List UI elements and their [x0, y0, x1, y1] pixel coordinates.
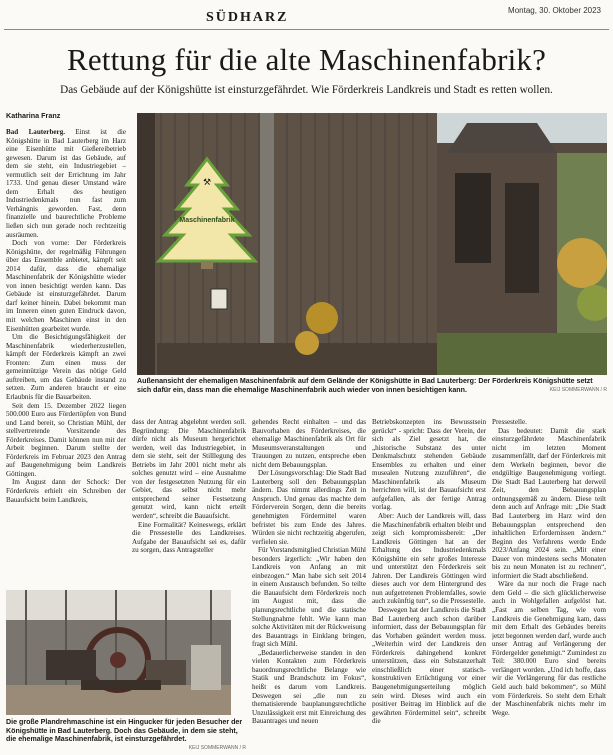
paragraph: Eine Formalität? Keineswegs, erklärt die Pressestelle des Landkreises. Aufgabe der Bauaufsicht sei es, dafür zu sorgen, dass Antragsteller	[132, 520, 246, 555]
paragraph: Im August dann der Schock: Der Förderkreis erhielt ein Schreiben der Bauaufsicht beim Landkreis,	[6, 478, 126, 504]
factory-sign-label: Maschinenfabrik	[179, 217, 235, 224]
paragraph: Wäre da nur noch die Frage nach dem Geld – die sich glücklicherweise auch in Wohlgefallen aufgelöst hat. „Fast am selben Tag, wie vom Landkreis die Genehmigung kam, dass mit dem Erhalt des Gebäudes bereits jetzt begonnen werden darf, wurde auch unser Antrag auf Verlängerung der Fördergelder genehmigt.“ Zumindest zu Teil: 380.000 Euro sind bereits verlängert worden. „Und ich hoffe, dass wir die Verlängerung für das restliche Geld auch bald bekommen“, so Mühl vom Förderkreis. So steht dem Erhalt der Maschinenfabrik nichts mehr im Wege.	[492, 580, 606, 717]
paragraph: Betriebskonzepten ins Bewusstsein gerückt“ - spricht: Dass der Verein, der sich als Ziel gesetzt hat, die „historische Substanz des unter Denkmalschutz stehenden Gebäude Ensembles zu erhalten und einer musealen Nutzung zuzuführen“, die Maschinenfabrik als Museum herrichten will, ist der Bauaufsicht erst aufgefallen, als der fertige Antrag vorlag.	[372, 418, 486, 512]
paragraph: Um die Besichtigungsfähigkeit der Maschinenfabrik wiederherzustellen, kämpft der Förderkreis kämpft an zwei Fronten: Zum einen muss der gemeinnützige Verein das nötige Geld auftreiben, um das Gebäude instand zu setzen. Zum anderen braucht er eine Erlaubnis für die Bauarbeiten.	[6, 333, 126, 401]
header-rule	[4, 29, 609, 30]
paragraph: Einst ist die Königshütte in Bad Lauterberg im Harz eine Eisenhütte mit Gießereibetrieb gewesen. Darum ist das Gebäude, auf dem sie steht, ein Industriegebiet – vermutlich seit der Errichtung im Jahr 1733. Und genau dieser Umstand wäre dem Erhalt des heutigen Industriedenkmals nun fast zum Verhängnis geworden. Fast, denn finanzielle und baurechtliche Probleme ließen sich nun gerade noch rechtzeitig ausräumen.	[6, 128, 126, 239]
caption-text: Die große Plandrehmaschine ist ein Hingucker für jeden Besucher der Königshütte in Bad Lauterberg. Doch das Gebäude, in dem sie steht, die ehemalige Maschinenfabrik, ist einsturzgefährdet.	[6, 718, 243, 744]
factory-exterior-photo	[137, 113, 607, 375]
paragraph: Aber: Auch der Landkreis will, dass die Maschinenfabrik erhalten bleibt und zeigt sich kompromissbereit: „Der Landkreis Göttingen hat an der Erhaltung des Industriedenkmals Königshütte ein sehr großes Interesse und unterstützt den Förderkreis seit Jahren. Der Landkreis Göttingen wird dieses auch vor dem Hintergrund des nun aufgetretenen Problemfalles, sowie auch zukünftig tun“, so die Pressestelle.	[372, 512, 486, 606]
article-column-4	[372, 418, 486, 750]
paragraph: Für Vorstandsmitglied Christian Mühl besonders ärgerlich: „Wir haben den Landkreis von Anfang an mit einbezogen.“ Man habe sich seit 2014 in einem Austausch befunden. So teilte die Bauaufsicht dem Förderkreis noch im August mit, dass die planungsrechtliche und die statische Stellungnahme fehlt. Wie kann man solche Aktivitäten mit der Rückweisung des Bauantrags in Einklang bringen, fragt sich Mühl.	[252, 546, 366, 649]
issue-date: Montag, 30. Oktober 2023	[508, 6, 601, 15]
paragraph: Pressestelle.	[492, 418, 527, 426]
dateline: Bad Lauterberg.	[6, 128, 66, 136]
paragraph: „Bedauerlicherweise standen in den vielen Kontakten zum Förderkreis bauordnungsrechtliche Belange wie Statik und Brandschutz im Fokus“, heißt es darum vom Landkreis. Deswegen sei „die nun zu thematisierende bauplanungsrechtliche Unzulässigkeit erst mit Einreichung des Bauantrages und neuen	[252, 648, 366, 726]
photo-caption-secondary	[6, 718, 246, 752]
subheadline: Das Gebäude auf der Königshütte ist einsturzgefährdet. Wie Förderkreis Landkreis und Stadt es retten wollen.	[60, 84, 553, 96]
machine-interior-photo	[6, 590, 231, 715]
paragraph: Seit dem 15. Dezember 2022 liegen 500.000 Euro aus Fördertöpfen von Bund und Land bereit, so Christian Mühl, der stellvertretende Vorsitzende des Förderkreises. Damit können nun mit der Arbeit beginnen. Darum stellte der Förderkreis im Februar 2023 den Antrag auf Baugenehmigung beim Landkreis Göttingen.	[6, 401, 126, 478]
paragraph: dass der Antrag abgelehnt werden soll. Begründung: Die Maschinenfabrik dürfe nicht als Museum hergerichtet werden, weil das Industriegebiet, in dem sie steht, seit der Stilllegung des Betriebs im Jahr 2001 nicht mehr als solches genutzt wird – eine Ausnahme von der festgesetzten Nutzung für ein Gebiet, das selbst nicht mehr entsprechend seiner Festsetzung genutzt wird, kann nicht erteilt werden“, schreibt die Bauaufsicht.	[132, 418, 246, 521]
photo-credit: KEIJ SOMMERWANN / R	[549, 386, 607, 393]
paragraph: Doch von vorne: Der Förderkreis Königshütte, der regelmäßig Führungen über das Ensemble anbietet, kämpft seit 2014 dafür, dass die ehemalige Maschinenfabrik der Königshütte wieder von innen besichtigt werden kann. Das Gebäude ist einsturzgefährdet. Darum darf keiner hinein. Dabei bekommt man im Inneren einen guten Eindruck davon, mit welchen Maschinen einst in den Eisenhütten gearbeitet wurde.	[6, 239, 126, 333]
caption-text: Außenansicht der ehemaligen Maschinenfabrik auf dem Gelände der Königshütte in Bad Lauterberg: Der Förderkreis Königshütte setzt sich dafür ein, dass man die ehemalige Maschinenfabrik auch wieder von innen besichtigen kann.	[137, 377, 593, 394]
photo-caption-main	[137, 377, 607, 394]
author-byline: Katharina Franz	[6, 111, 61, 120]
headline: Rettung für die alte Maschinenfabrik?	[66, 42, 547, 77]
paragraph: Das bedeutet: Damit die stark einsturzgefährdete Maschinenfabrik nicht im letzten Moment zusammenfällt, darf der Förderkreis mit dem Werkeln beginnen, bevor die endgültige Baugenehmigung vorliegt. Die Stadt Bad Lauterberg hat derweil Zeit, den Bebauungsplan ordnungsgemäß zu ändern. Diese teilt denn auch auf Anfrage mit: „Die Stadt Bad Lauterberg im Harz wird den Bebauungsplan entsprechend den inhaltlichen Erfordernissen ändern.“ Beginn des Verfahrens werde Ende 2023/Anfang 2024 sein. „Mit einer Dauer von mindestens sechs Monaten bis zu neun Monaten ist zu rechnen“, informiert die Stadt abschließend.	[492, 426, 606, 580]
article-column-1	[6, 128, 126, 584]
paragraph: Deswegen hat der Landkreis die Stadt Bad Lauterberg auch schon darüber informiert, dass der Bebauungsplan für das Vorhaben geändert werden muss. „Weiterhin wird der Landkreis den Förderkreis dahingehend konkret unterstützen, dass ein Substanzerhalt einschließlich einer statisch-konstruktiven Ertüchtigung vor einer Baugenehmigungserteilung möglich sein wird. Dieses wird auch ein positiver Beitrag im Hinblick auf die gewährten Fördermittel sein“, schreibt die	[372, 606, 486, 726]
article-column-5	[492, 418, 606, 750]
paragraph: Der Lösungsvorschlag: Die Stadt Bad Lauterberg soll den Bebauungsplan ändern. Das nimmt allerdings Zeit in Anspruch. Und genau das machte dem Förderverein Sorgen, denn die bereits genehmigten Fördermittel waren befristet bis zum Ende des Jahres. Würden sie nicht rechtzeitig abgerufen, verfielen sie.	[252, 469, 366, 546]
photo-credit: KEIJ SOMMERWANN / R	[188, 744, 246, 751]
page-header	[0, 0, 613, 30]
paragraph: gehendes Recht einhalten – und das Bauvorhaben des Förderkreises, die ehemalige Maschinenfabrik als Ort für Museumsveranstaltungen und Trauungen zu nutzen, entspreche eben nicht dem Bebauungsplan.	[252, 418, 366, 469]
svg-text:⚒: ⚒	[202, 178, 212, 188]
section-name: SÜDHARZ	[206, 10, 289, 25]
article-column-3	[252, 418, 366, 750]
